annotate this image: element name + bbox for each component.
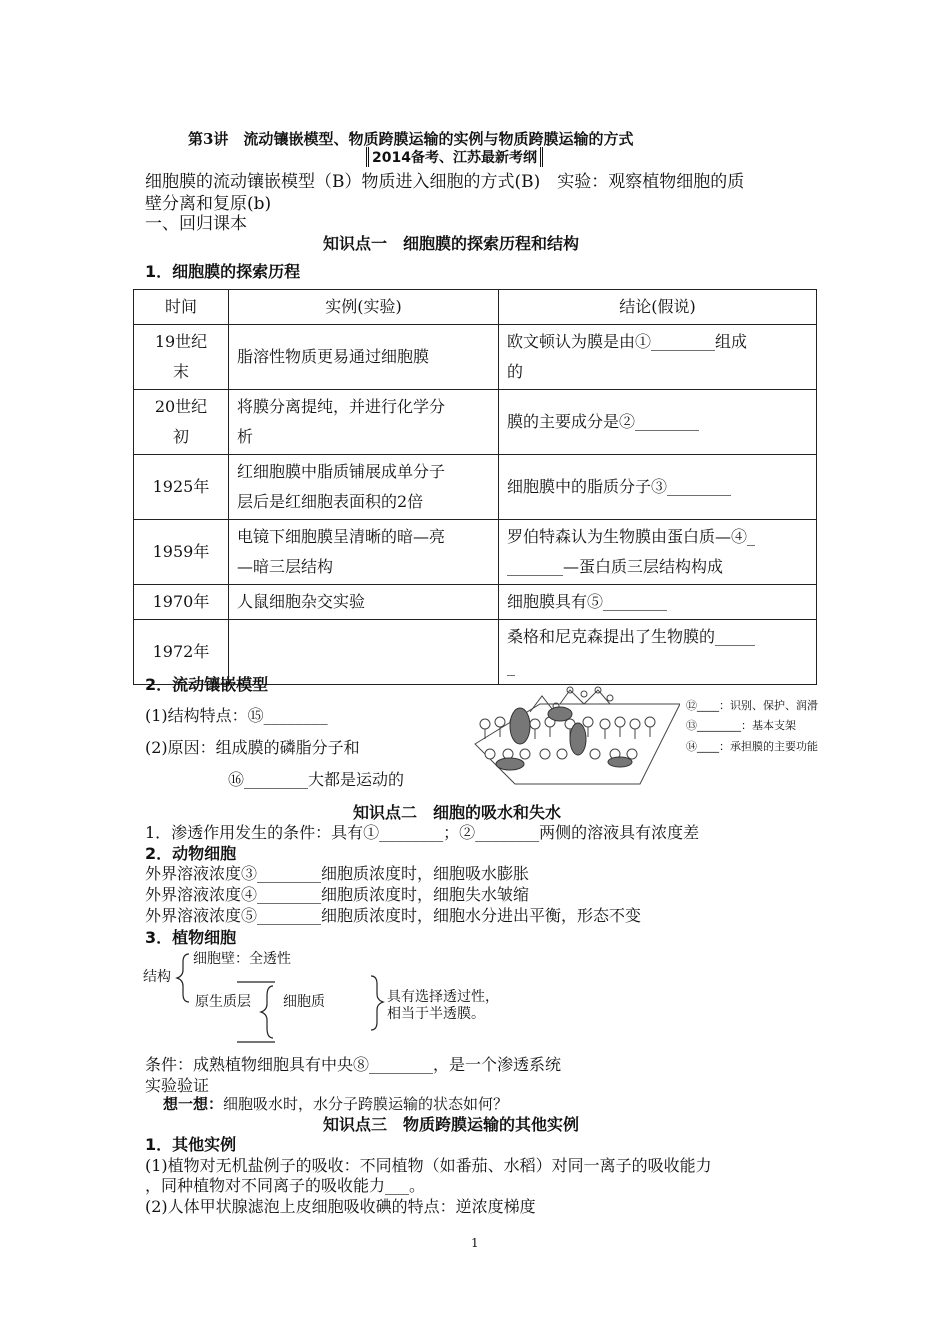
table-row [134,390,817,455]
osmosis-condition: 1．渗透作用发生的条件：具有①________；②________两侧的溶液具有浓度差 [145,823,700,842]
table-header-example: 实例(实验) [229,290,499,325]
structure-label: 结构 [143,969,171,985]
table-cell-time: 1959年 [134,520,229,585]
table-cell-time: 1925年 [134,455,229,520]
table-cell-conclusion: 欧文顿认为膜是由①________组成 的 [499,325,817,390]
think-label: 想一想： [163,1095,224,1113]
section-heading: 一、回归课本 [145,214,247,234]
model-reason-line-2: ⑯________大都是运动的 [228,770,405,789]
kp1-title: 知识点一 细胞膜的探索历程和结构 [323,234,580,253]
table-cell-conclusion: 膜的主要成分是②________ [499,390,817,455]
page-number: 1 [471,1236,479,1250]
animal-cell-line-2: 外界溶液浓度④________细胞质浓度时，细胞失水皱缩 [145,885,530,904]
table-cell-example: 电镜下细胞膜呈清晰的暗—亮 —暗三层结构 [229,520,499,585]
selective-permeability-line-2: 相当于半透膜。 [387,1006,485,1022]
table-row [134,520,817,585]
think-text: 细胞吸水时，水分子跨膜运输的状态如何？ [223,1095,509,1113]
kp3-title: 知识点三 物质跨膜运输的其他实例 [323,1115,580,1134]
think-question [163,1093,508,1114]
table-cell-example: 人鼠细胞杂交实验 [229,585,499,620]
kp1-subheading-history: 1．细胞膜的探索历程 [145,262,301,281]
selective-permeability-line-1: 具有选择透过性， [387,989,499,1005]
cytoplasm-label: 细胞质 [283,994,325,1010]
kp3-subheading: 1．其他实例 [145,1135,237,1154]
animal-cell-line-3: 外界溶液浓度⑤________细胞质浓度时，细胞水分进出平衡，形态不变 [145,906,642,925]
kp3-line-2: ，同种植物对不同离子的吸收能力___。 [145,1176,426,1195]
kp3-line-3: (2)人体甲状腺滤泡上皮细胞吸收碘的特点：逆浓度梯度 [145,1197,536,1216]
table-header-time: 时间 [134,290,229,325]
kp3-line-1: (1)植物对无机盐例子的吸收：不同植物（如番茄、水稻）对同一离子的吸收能力 [145,1156,712,1175]
cell-wall-text: 细胞壁：全透性 [193,951,291,967]
diagram-label-bilayer: ⑬________：基本支架 [686,719,796,732]
table-cell-conclusion: 细胞膜具有⑤________ [499,585,817,620]
syllabus-line-2: 壁分离和复原(b) [145,194,272,214]
page-title: 第3讲 流动镶嵌模型、物质跨膜运输的实例与物质跨膜运输的方式 [188,130,634,148]
table-header-conclusion: 结论(假说) [499,290,817,325]
membrane-diagram [470,684,680,794]
table-cell-conclusion: 桑格和尼克森提出了生物膜的_____ _ [499,620,817,685]
model-feature: (1)结构特点：⑮________ [145,706,328,725]
exam-banner: 2014备考、江苏最新考纲 [366,147,543,167]
protoplast-label: 原生质层 [195,994,251,1010]
table-cell-time: 1970年 [134,585,229,620]
plant-condition: 条件：成熟植物细胞具有中央⑧________，是一个渗透系统 [145,1055,562,1074]
experiment-verify: 实验验证 [145,1076,210,1095]
table-cell-time: 20世纪 初 [134,390,229,455]
kp2-subheading-plant: 3．植物细胞 [145,928,237,947]
fluid-mosaic-illustration [470,684,680,794]
kp1-subheading-model: 2．流动镶嵌模型 [145,675,269,694]
table-cell-example: 将膜分离提纯，并进行化学分 析 [229,390,499,455]
table-row [134,455,817,520]
history-table [133,289,817,685]
kp2-subheading-animal: 2．动物细胞 [145,844,237,863]
table-cell-example [229,620,499,685]
syllabus-line-1: 细胞膜的流动镶嵌模型（B）物质进入细胞的方式(B) 实验：观察植物细胞的质 [145,172,745,192]
diagram-label-glycoprotein: ⑫____：识别、保护、润滑 [686,699,818,712]
table-cell-conclusion: 细胞膜中的脂质分子③________ [499,455,817,520]
table-row [134,325,817,390]
kp2-title: 知识点二 细胞的吸水和失水 [353,803,562,822]
animal-cell-line-1: 外界溶液浓度③________细胞质浓度时，细胞吸水膨胀 [145,864,530,883]
table-cell-example: 脂溶性物质更易通过细胞膜 [229,325,499,390]
table-row [134,585,817,620]
table-header-row [134,290,817,325]
table-cell-time: 19世纪 末 [134,325,229,390]
table-cell-conclusion: 罗伯特森认为生物膜由蛋白质—④_ _______—蛋白质三层结构构成 [499,520,817,585]
diagram-label-protein: ⑭____：承担膜的主要功能 [686,740,818,753]
model-reason-line-1: (2)原因：组成膜的磷脂分子和 [145,738,360,757]
table-cell-example: 红细胞膜中脂质铺展成单分子 层后是红细胞表面积的2倍 [229,455,499,520]
table-cell-time: 1972年 [134,620,229,685]
